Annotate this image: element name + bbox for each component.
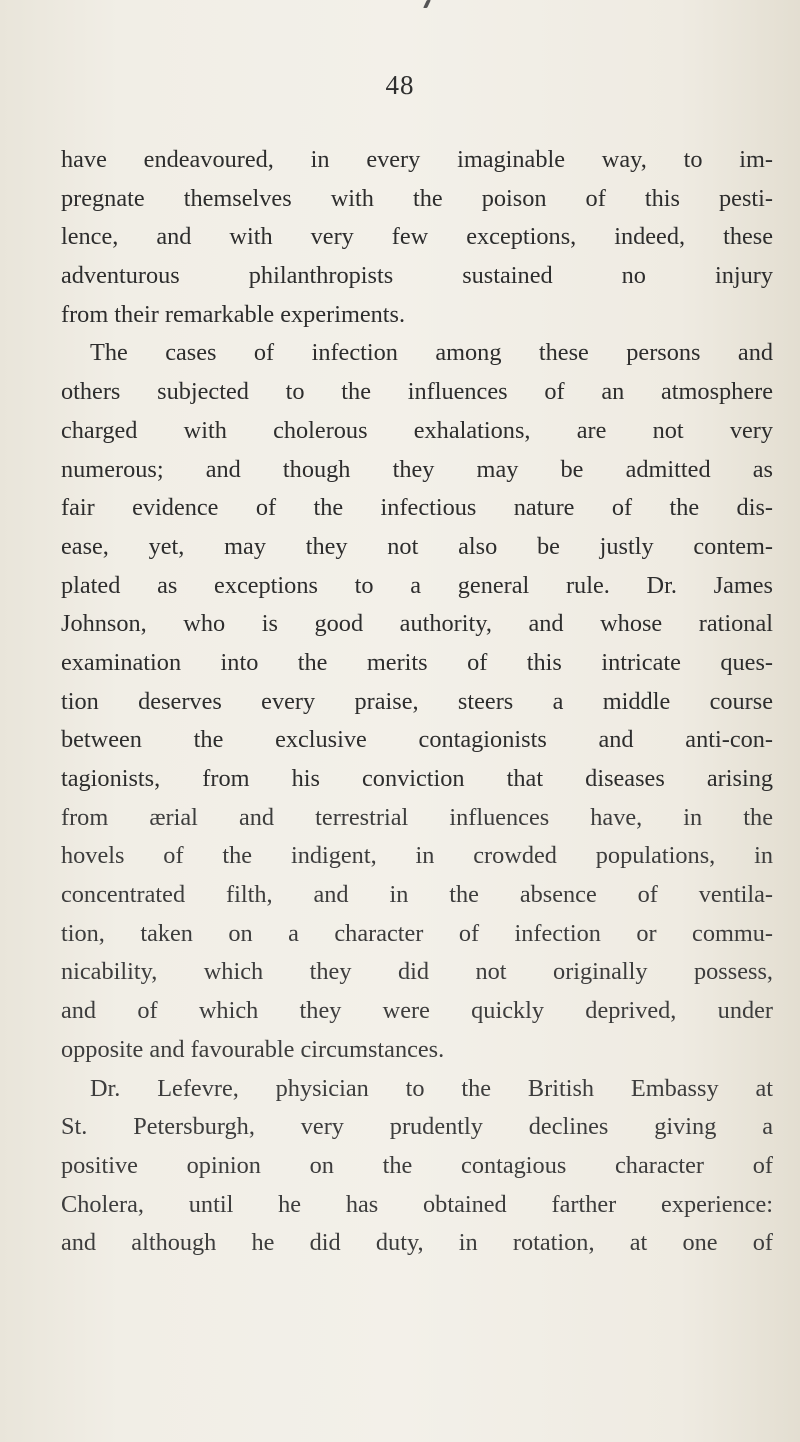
text-line: Johnson, who is good authority, and whose rational (61, 610, 773, 638)
text-line: others subjected to the influences of an atmosphere (61, 378, 773, 406)
body-text (61, 141, 773, 1263)
text-line: from ærial and terrestrial influences have, in the (61, 803, 773, 831)
text-line: lence, and with very few exceptions, indeed, these (61, 223, 773, 251)
page-number: 48 (385, 70, 415, 100)
text-line: numerous; and though they may be admitted as (61, 455, 773, 483)
text-line: St. Petersburgh, very prudently declines giving a (61, 1113, 773, 1141)
text-line: Cholera, until he has obtained farther experience: (61, 1190, 773, 1218)
text-line: charged with cholerous exhalations, are not very (61, 416, 773, 444)
text-line: plated as exceptions to a general rule. Dr. James (61, 571, 773, 599)
text-line: and although he did duty, in rotation, at one of (61, 1229, 773, 1257)
text-line: tion, taken on a character of infection or commu- (61, 919, 773, 947)
ink-mark (423, 0, 431, 8)
text-line: fair evidence of the infectious nature of the dis- (61, 494, 773, 522)
text-line: tion deserves every praise, steers a middle course (61, 687, 773, 715)
text-line: positive opinion on the contagious character of (61, 1151, 773, 1179)
text-line: nicability, which they did not originally possess, (61, 958, 773, 986)
text-line: adventurous philanthropists sustained no injury (61, 262, 773, 290)
text-line: opposite and favourable circumstances. (61, 1035, 445, 1063)
text-line: and of which they were quickly deprived, under (61, 997, 773, 1025)
text-line: ease, yet, may they not also be justly contem- (61, 532, 773, 560)
paragraph-start-line: Dr. Lefevre, physician to the British Embassy at (90, 1074, 773, 1102)
text-line: between the exclusive contagionists and anti-con- (61, 726, 773, 754)
text-line: concentrated filth, and in the absence of ventila- (61, 881, 773, 909)
paragraph-start-line: The cases of infection among these persons and (90, 339, 773, 367)
text-line: tagionists, from his conviction that diseases arising (61, 765, 773, 792)
text-line: pregnate themselves with the poison of this pesti- (61, 184, 773, 212)
text-line: hovels of the indigent, in crowded populations, in (61, 842, 773, 870)
text-line: have endeavoured, in every imaginable way, to im- (61, 146, 773, 173)
text-line: from their remarkable experiments. (61, 300, 406, 328)
text-line: examination into the merits of this intricate ques- (61, 648, 773, 676)
